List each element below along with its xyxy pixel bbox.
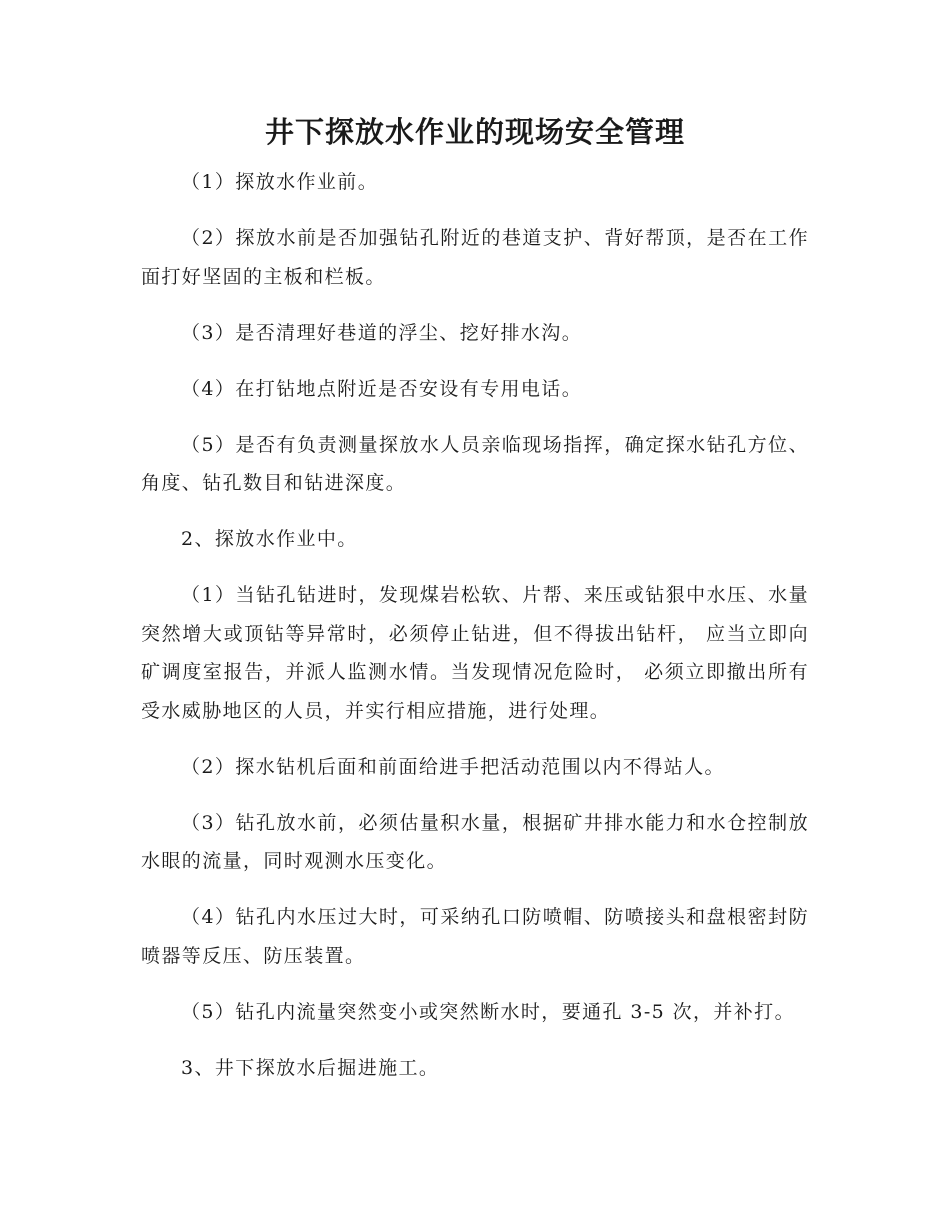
paragraph: （1）探放水作业前。 bbox=[181, 171, 379, 193]
paragraph: （2）探水钻机后面和前面给进手把活动范围以内不得站人。 bbox=[181, 755, 725, 778]
document-body bbox=[141, 163, 809, 1105]
paragraph: 3、井下探放水后掘进施工。 bbox=[181, 1056, 440, 1079]
paragraph: 2、探放水作业中。 bbox=[181, 528, 358, 550]
paragraph: （2）探放水前是否加强钻孔附近的巷道支护、背好帮顶，是否在工作面打好坚固的主板和栏板。 bbox=[141, 227, 809, 288]
document-title: 井下探放水作业的现场安全管理 bbox=[264, 115, 685, 149]
paragraph: （1）当钻孔钻进时，发现煤岩松软、片帮、来压或钻狠中水压、水量突然增大或顶钻等异常时，必须停止钻进，但不得拔出钻杆， 应当立即向矿调度室报告，并派人监测水情。当发现情况危险时， 必须立即撤出所有受水威胁地区的人员，并实行相应措施，进行处理。 bbox=[141, 584, 809, 722]
paragraph: （3）是否清理好巷道的浮尘、挖好排水沟。 bbox=[181, 321, 583, 344]
paragraph: （4）在打钻地点附近是否安设有专用电话。 bbox=[181, 377, 583, 400]
paragraph: （3）钻孔放水前，必须估量积水量，根据矿井排水能力和水仓控制放水眼的流量，同时观测水压变化。 bbox=[141, 811, 809, 872]
paragraph: （5）是否有负责测量探放水人员亲临现场指挥，确定探水钻孔方位、角度、钻孔数目和钻进深度。 bbox=[141, 433, 809, 494]
paragraph: （4）钻孔内水压过大时，可采纳孔口防喷帽、防喷接头和盘根密封防喷器等反压、防压装置。 bbox=[141, 906, 809, 967]
paragraph: （5）钻孔内流量突然变小或突然断水时，要通孔 3-5 次，并补打。 bbox=[181, 1000, 795, 1023]
